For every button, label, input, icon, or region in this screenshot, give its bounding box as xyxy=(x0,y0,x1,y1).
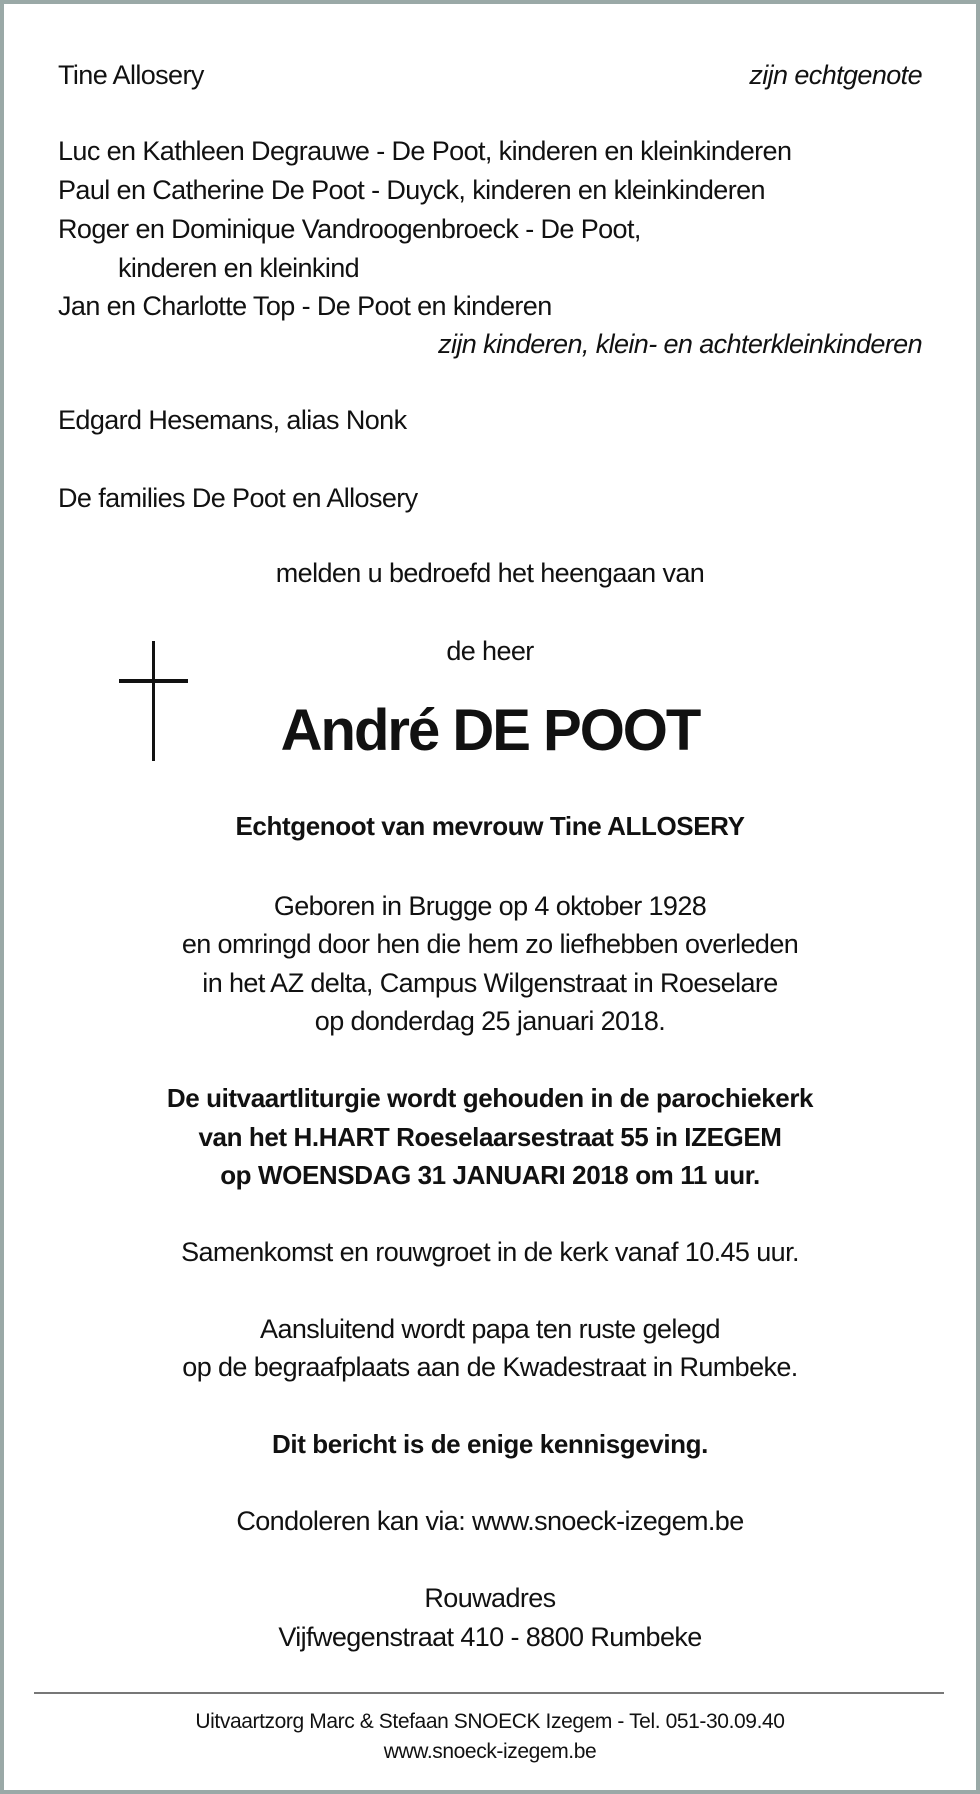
children-line: Jan en Charlotte Top - De Poot en kinderen xyxy=(58,291,552,321)
bio-line: en omringd door hen die hem zo liefhebben overleden xyxy=(181,929,799,959)
funeral-line: De uitvaartliturgie wordt gehouden in de parochiekerk xyxy=(166,1083,814,1113)
address: Vijfwegenstraat 410 - 8800 Rumbeke xyxy=(278,1622,702,1652)
spouse-line: Echtgenoot van mevrouw Tine ALLOSERY xyxy=(235,811,745,841)
other-relative: Edgard Hesemans, alias Nonk xyxy=(58,405,407,435)
title: de heer xyxy=(446,636,534,666)
children-line: Paul en Catherine De Poot - Duyck, kinderen en kleinkinderen xyxy=(58,175,765,205)
children-line: kinderen en kleinkind xyxy=(118,253,360,283)
children-line: Roger en Dominique Vandroogenbroeck - De Poot, xyxy=(58,214,641,244)
burial-line: op de begraafplaats aan de Kwadestraat in Rumbeke. xyxy=(182,1352,798,1382)
bio-line: op donderdag 25 januari 2018. xyxy=(314,1006,666,1036)
notice: Dit bericht is de enige kennisgeving. xyxy=(272,1429,708,1459)
spouse-name: Tine Allosery xyxy=(58,60,204,90)
funeral-line: op WOENSDAG 31 JANUARI 2018 om 11 uur. xyxy=(220,1160,760,1190)
deceased-name: André DE POOT xyxy=(280,698,700,763)
gathering: Samenkomst en rouwgroet in de kerk vanaf 10.45 uur. xyxy=(181,1237,799,1267)
families-line: De families De Poot en Allosery xyxy=(58,483,418,513)
children-line: Luc en Kathleen Degrauwe - De Poot, kinderen en kleinkinderen xyxy=(58,136,792,166)
bio-line: Geboren in Brugge op 4 oktober 1928 xyxy=(273,891,707,921)
footer-website: www.snoeck-izegem.be xyxy=(383,1740,597,1763)
spouse-role: zijn echtgenote xyxy=(749,60,922,90)
burial-line: Aansluitend wordt papa ten ruste gelegd xyxy=(260,1314,720,1344)
announcement: melden u bedroefd het heengaan van xyxy=(275,558,705,588)
children-role: zijn kinderen, klein- en achterkleinkinderen xyxy=(438,329,922,359)
cross-icon-bar xyxy=(119,679,188,683)
bio-line: in het AZ delta, Campus Wilgenstraat in Roeselare xyxy=(202,968,778,998)
address-label: Rouwadres xyxy=(424,1583,556,1613)
condolence-link: Condoleren kan via: www.snoeck-izegem.be xyxy=(236,1506,744,1536)
footer-company: Uitvaartzorg Marc & Stefaan SNOECK Izegem - Tel. 051-30.09.40 xyxy=(195,1710,785,1733)
funeral-line: van het H.HART Roeselaarsestraat 55 in IZEGEM xyxy=(198,1122,782,1152)
divider xyxy=(34,1692,944,1694)
